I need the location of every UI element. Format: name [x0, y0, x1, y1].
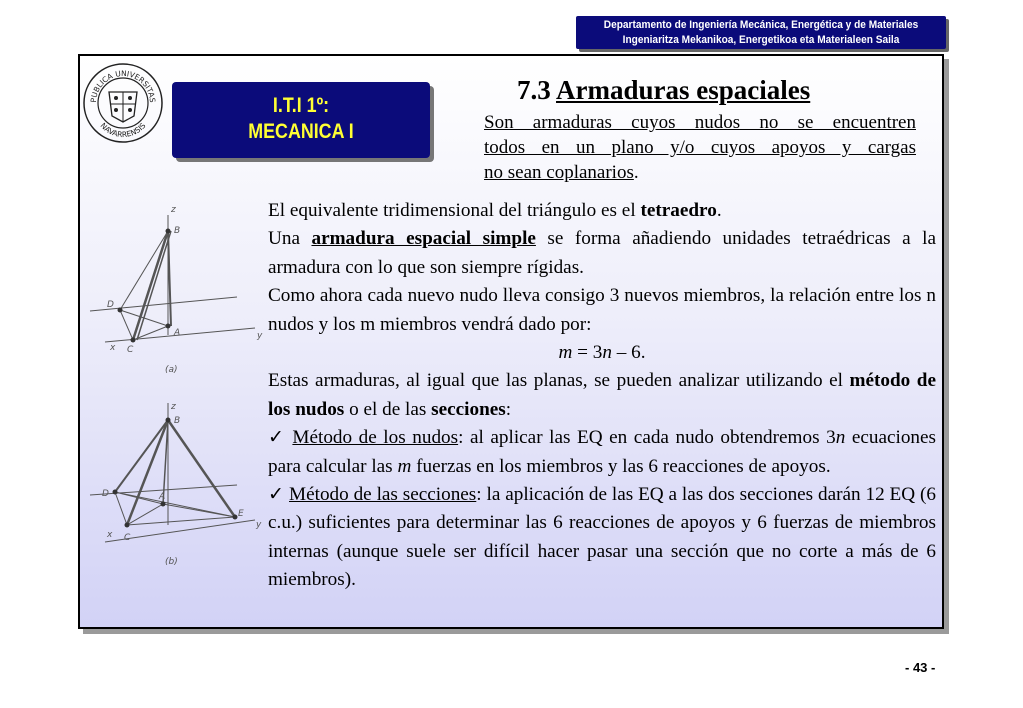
paragraph-simple-truss: Una armadura espacial simple se forma añadiendo unidades tetraédricas a la armadura con lo que son siempre rígidas. — [268, 228, 936, 278]
definition-line-2: todos en un plano y/o cuyos apoyos y cargas — [484, 137, 916, 158]
university-seal-logo — [82, 62, 164, 144]
definition-line-1: Son armaduras cuyos nudos no se encuentren — [484, 112, 916, 133]
fig-a-b-label: B — [174, 226, 181, 236]
page-number: - 43 - — [905, 660, 936, 675]
bullet-method-of-sections: ✓ Método de las secciones: la aplicación de las EQ a las dos secciones darán 12 EQ (6 c.u.) suficientes para determinar las 6 reacciones de apoyos y 6 fuerzas de miembros internas (aunque suele ser difícil hacer pasar una sección que no corte a más de 6 miembros). — [268, 484, 936, 591]
fig-b-z-label: z — [171, 402, 176, 412]
fig-a-z-label: z — [171, 205, 176, 215]
course-name: MECANICA I — [248, 120, 354, 143]
department-name-eu: Ingeniaritza Mekanikoa, Energetikoa eta Materialeen Saila — [622, 34, 900, 46]
fig-b-d-label: D — [102, 489, 109, 499]
truss-figures — [85, 195, 265, 585]
figure-a-tetrahedron — [90, 215, 255, 342]
paragraph-relation: Como ahora cada nuevo nudo lleva consigo 3 nuevos miembros, la relación entre los n nudos y los m miembros vendrá dado por: — [268, 285, 936, 335]
section-title: Armaduras espaciales — [556, 75, 811, 105]
department-name-es: Departamento de Ingeniería Mecánica, Energética y de Materiales — [603, 19, 919, 31]
fig-a-a-label: A — [174, 328, 181, 338]
page-title — [517, 75, 810, 106]
fig-a-caption: (a) — [165, 365, 178, 375]
svg-text:NAVARRENSIS: NAVARRENSIS — [98, 121, 148, 140]
svg-text:PUBLICA UNIVERSITAS: PUBLICA UNIVERSITAS — [88, 68, 158, 103]
paragraph-methods: Estas armaduras, al igual que las planas, se pueden analizar utilizando el método de los nudos o el de las secciones: — [268, 370, 936, 420]
fig-b-c-label: C — [124, 533, 131, 543]
fig-a-x-label: x — [110, 343, 116, 353]
department-banner — [576, 16, 946, 49]
main-text — [268, 197, 936, 595]
fig-b-b-label: B — [174, 416, 181, 426]
checkmark-icon: ✓ — [268, 484, 285, 506]
definition-line-3: no sean coplanarios — [484, 162, 634, 183]
fig-a-d-label: D — [107, 300, 114, 310]
fig-b-x-label: x — [107, 530, 113, 540]
fig-b-caption: (b) — [165, 557, 178, 567]
formula: m = 3n – 6. — [558, 342, 646, 364]
bullet-method-of-joints: ✓ Método de los nudos: al aplicar las EQ en cada nudo obtendremos 3n ecuaciones para calcular las m fuerzas en los miembros y las 6 reacciones de apoyos. — [268, 427, 936, 477]
figure-b-tetrahedron — [90, 403, 255, 542]
definition-period: . — [633, 162, 639, 183]
fig-a-y-label: y — [257, 331, 263, 341]
section-number: 7.3 — [517, 75, 551, 105]
fig-b-e-label: E — [238, 509, 244, 519]
fig-b-a-label: A — [159, 492, 166, 502]
fig-a-c-label: C — [127, 345, 134, 355]
course-banner — [172, 82, 430, 158]
checkmark-icon: ✓ — [268, 427, 286, 449]
definition — [484, 110, 916, 185]
course-code: I.T.I 1º: — [272, 94, 330, 117]
paragraph-tetrahedron: El equivalente tridimensional del triángulo es el tetraedro. — [268, 200, 722, 221]
fig-b-y-label: y — [256, 520, 262, 530]
